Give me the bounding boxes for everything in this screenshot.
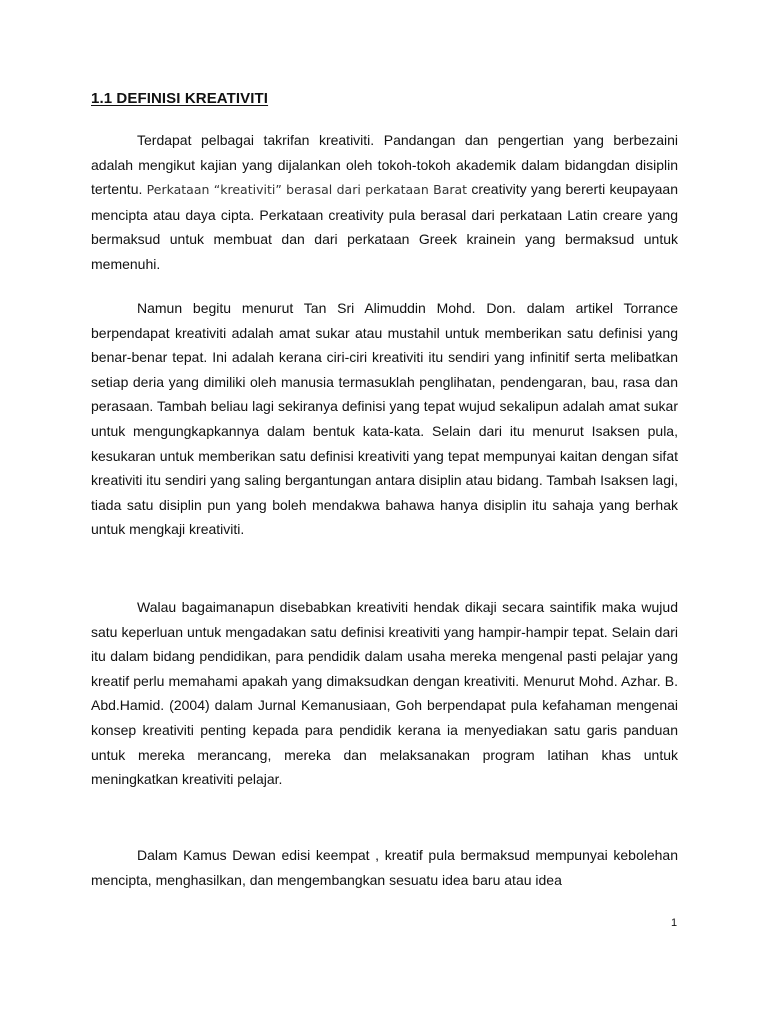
section-heading: 1.1 DEFINISI KREATIVITI (91, 90, 269, 107)
paragraph-4: Dalam Kamus Dewan edisi keempat , kreatif pula bermaksud mempunyai kebolehan mencipta, menghasilkan, dan mengembangkan sesuatu idea baru atau idea (91, 847, 678, 888)
page-number: 1 (671, 917, 678, 929)
paragraph-1-text-start: Terdapat pelbagai takrifan kreativiti. Pandangan dan pengertian yang berbezaini adalah mengikut kajian yang dijalankan oleh tokoh-tokoh akademik dalam bidangdan disiplin tertentu. (91, 132, 678, 198)
paragraph-1-quoted-phrase: Perkataan “kreativiti” berasal dari perkataan Barat (146, 182, 468, 198)
paragraph-2: Namun begitu menurut Tan Sri Alimuddin Mohd. Don. dalam artikel Torrance berpendapat kreativiti adalah amat sukar atau mustahil untuk memberikan satu definisi yang benar-benar tepat. Ini adalah kerana ciri-ciri kreativiti itu sendiri yang infinitif serta melibatkan setiap deria yang dimiliki oleh manusia termasuklah penglihatan, pendengaran, bau, rasa dan perasaan. Tambah beliau lagi sekiranya definisi yang tepat wujud sekalipun adalah amat sukar untuk mengungkapkannya dalam bentuk kata-kata. Selain dari itu menurut Isaksen pula, kesukaran untuk memberikan satu definisi kreativiti yang tepat mempunyai kaitan dengan sifat kreativiti itu sendiri yang saling bergantungan antara disiplin atau bidang. Tambah Isaksen lagi, tiada satu disiplin pun yang boleh mendakwa bahawa hanya disiplin itu sahaja yang berhak untuk mengkaji kreativiti. (91, 300, 678, 538)
paragraph-1 (91, 128, 678, 277)
paragraph-1-text-end: creativity yang bererti keupayaan mencipta atau daya cipta. Perkataan creativity pula berasal dari perkataan Latin creare yang bermaksud untuk membuat dan dari perkataan Greek krainein yang bermaksud untuk memenuhi. (91, 181, 678, 272)
paragraph-3: Walau bagaimanapun disebabkan kreativiti hendak dikaji secara saintifik maka wujud satu keperluan untuk mengadakan satu definisi kreativiti yang hampir-hampir tepat. Selain dari itu dalam bidang pendidikan, para pendidik dalam usaha mereka mengenal pasti pelajar yang kreatif perlu memahami apakah yang dimaksudkan dengan kreativiti. Menurut Mohd. Azhar. B. Abd.Hamid. (2004) dalam Jurnal Kemanusiaan, Goh berpendapat pula kefahaman mengenai konsep kreativiti penting kepada para pendidik kerana ia menyediakan satu garis panduan untuk mereka merancang, mereka dan melaksanakan program latihan khas untuk meningkatkan kreativiti pelajar. (91, 599, 678, 788)
